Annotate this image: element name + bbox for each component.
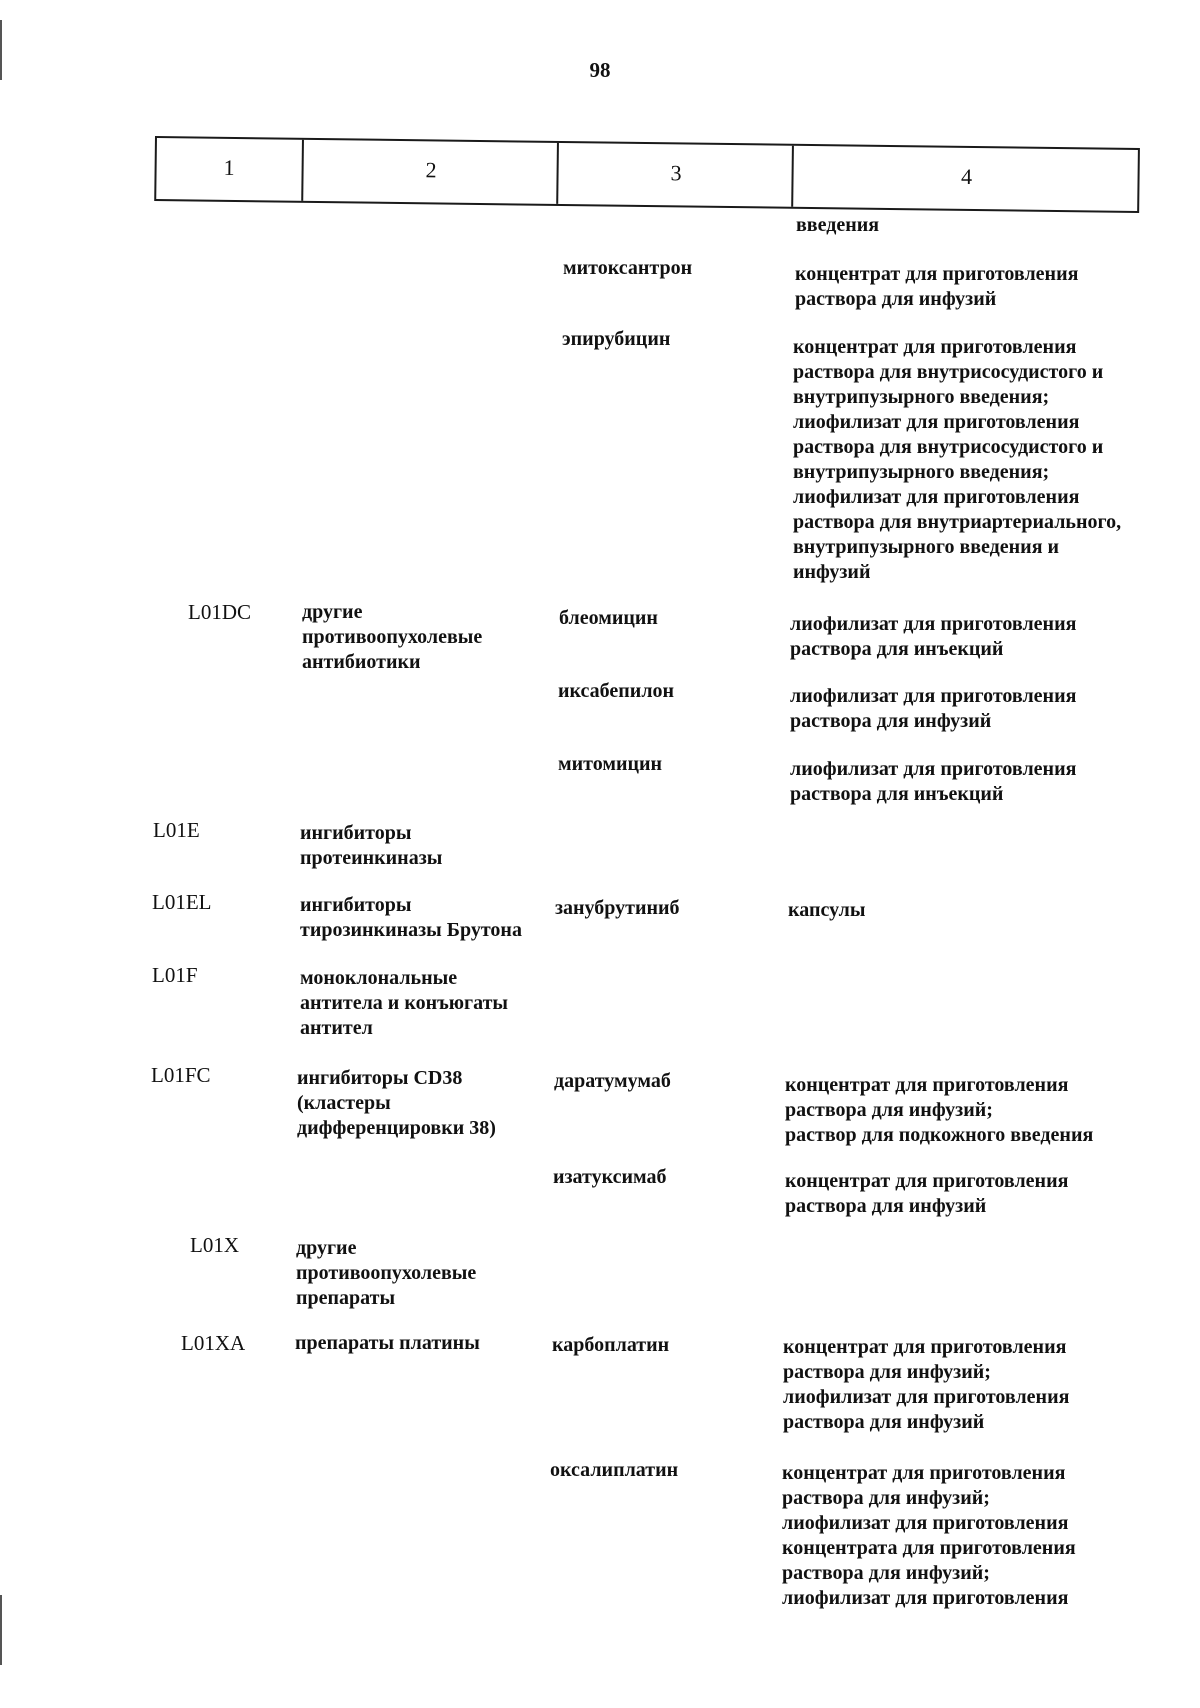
group-cell: ингибиторы протеинкиназы (300, 822, 443, 869)
drug-cell: изатуксимаб (553, 1166, 667, 1188)
drug-cell: даратумумаб (554, 1070, 671, 1092)
drug-cell: митомицин (558, 753, 663, 775)
scan-edge-mark (0, 1595, 2, 1665)
form-cell: лиофилизат для приготовления раствора для инфузий (790, 685, 1077, 732)
form-cell: концентрат для приготовления раствора для инфузий (795, 263, 1079, 310)
form-cell: концентрат для приготовления раствора для инфузий; лиофилизат для приготовления концентрата для приготовления раствора для инфузий; лиофилизат для приготовления (782, 1462, 1076, 1609)
code-cell: L01E (153, 818, 200, 842)
drug-cell: оксалиплатин (550, 1459, 679, 1481)
group-cell: другие противоопухолевые антибиотики (302, 601, 483, 673)
code-cell: L01F (152, 963, 198, 987)
header-col-4: 4 (791, 146, 1140, 211)
drug-cell: занубрутиниб (555, 897, 680, 919)
form-cell: концентрат для приготовления раствора для инфузий (785, 1170, 1069, 1217)
header-col-2: 2 (301, 140, 559, 204)
group-cell: ингибиторы CD38 (кластеры дифференцировки 38) (297, 1067, 496, 1139)
code-cell: L01DC (188, 600, 251, 624)
drug-cell: эпирубицин (562, 328, 671, 350)
form-cell: концентрат для приготовления раствора для инфузий; раствор для подкожного введения (785, 1074, 1094, 1146)
drug-cell: блеомицин (559, 607, 658, 629)
header-col-1: 1 (223, 154, 235, 180)
code-cell: L01FC (151, 1063, 211, 1087)
form-cell: лиофилизат для приготовления раствора для инъекций (790, 613, 1077, 660)
drug-cell: карбоплатин (552, 1334, 670, 1356)
form-cell: концентрат для приготовления раствора для инфузий; лиофилизат для приготовления раствора для инфузий (783, 1336, 1070, 1433)
code-cell: L01X (190, 1233, 239, 1257)
form-cell: концентрат для приготовления раствора для внутрисосудистого и внутрипузырного введения; лиофилизат для приготовления раствора для внутрисосудистого и внутрипузырного введения; лиофилизат для приготовления раствора для внутриартериального, внутрипузырного введения и инфузий (793, 336, 1122, 583)
drug-cell: иксабепилон (558, 680, 675, 702)
group-cell: моноклональные антитела и конъюгаты антител (300, 967, 509, 1039)
form-cell: капсулы (788, 899, 866, 921)
form-cell: лиофилизат для приготовления раствора для инъекций (790, 758, 1077, 805)
header-col-3: 3 (556, 143, 794, 207)
scan-edge-mark (0, 20, 2, 80)
group-cell: другие противоопухолевые препараты (296, 1237, 477, 1309)
drug-cell: митоксантрон (563, 257, 693, 279)
group-cell: ингибиторы тирозинкиназы Брутона (300, 894, 522, 941)
page-number: 98 (589, 58, 611, 82)
code-cell: L01EL (152, 890, 212, 914)
form-cell: введения (796, 214, 880, 236)
code-cell: L01XA (181, 1331, 246, 1355)
group-cell: препараты платины (295, 1332, 480, 1354)
